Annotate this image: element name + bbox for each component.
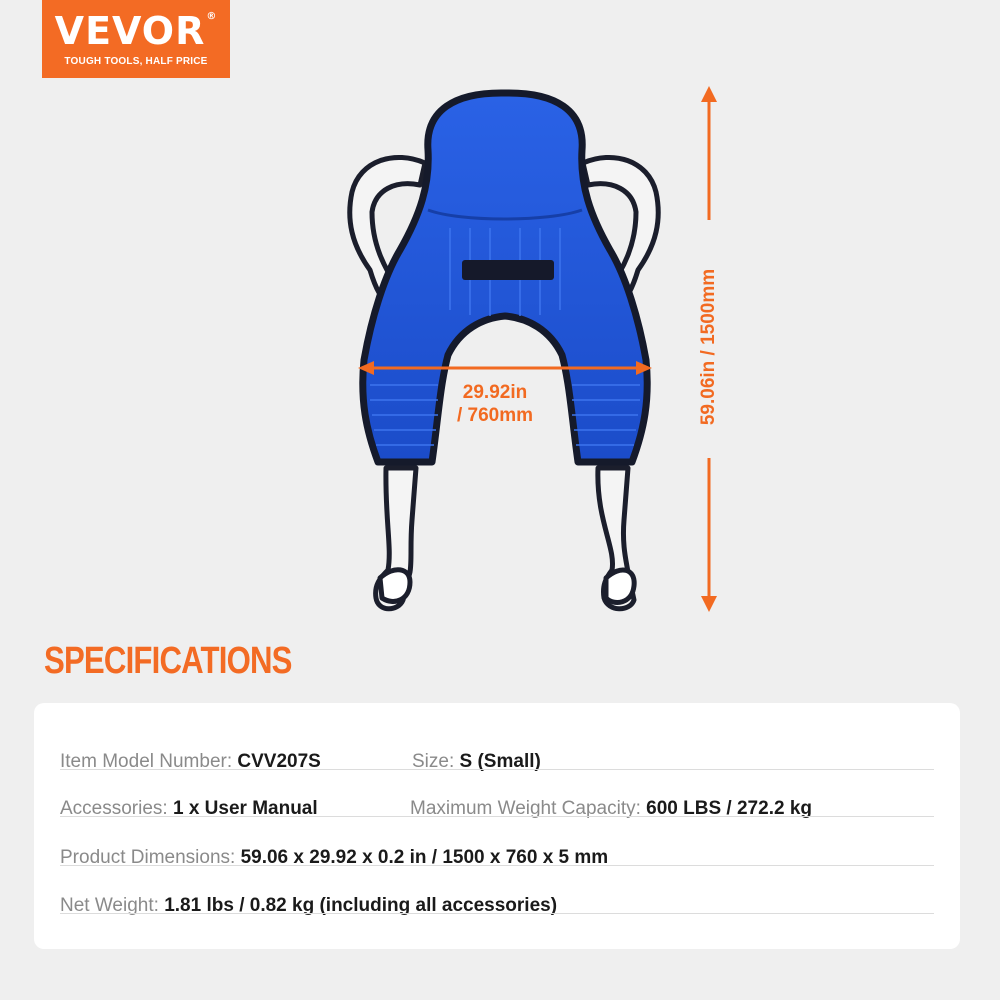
accessories-label: Accessories: — [60, 798, 168, 819]
row-divider — [60, 816, 934, 817]
spec-row — [60, 722, 934, 770]
max-weight-label: Maximum Weight Capacity: — [410, 798, 641, 819]
spec-row — [60, 818, 934, 866]
item-model-label: Item Model Number: — [60, 751, 233, 772]
spec-row — [60, 769, 934, 817]
specifications-heading: SPECIFICATIONS — [44, 640, 292, 682]
sling-handle — [462, 260, 554, 280]
leg-strap-left — [376, 468, 416, 609]
net-weight-label: Net Weight: — [60, 895, 159, 916]
specifications-card — [34, 703, 960, 949]
leg-strap-right — [598, 468, 634, 609]
dimensions-label: Product Dimensions: — [60, 847, 236, 868]
size-value: S (Small) — [459, 751, 541, 772]
size-label: Size: — [412, 751, 455, 772]
item-model-value: CVV207S — [237, 751, 321, 772]
accessories-value: 1 x User Manual — [172, 798, 318, 819]
registered-mark: ® — [206, 11, 218, 22]
height-dimension-label: 59.06in / 1500mm — [698, 268, 719, 426]
brand-tagline: TOUGH TOOLS, HALF PRICE — [64, 56, 208, 67]
brand-name: VEVOR — [54, 9, 206, 53]
dimensions-value: 59.06 x 29.92 x 0.2 in / 1500 x 760 x 5 mm — [240, 847, 609, 868]
row-divider — [60, 913, 934, 914]
net-weight-value: 1.81 lbs / 0.82 kg (including all accessories) — [164, 895, 558, 916]
spec-row — [60, 866, 934, 914]
max-weight-value: 600 LBS / 272.2 kg — [646, 798, 812, 819]
width-dimension-label: 29.92in / 760mm — [456, 382, 534, 426]
